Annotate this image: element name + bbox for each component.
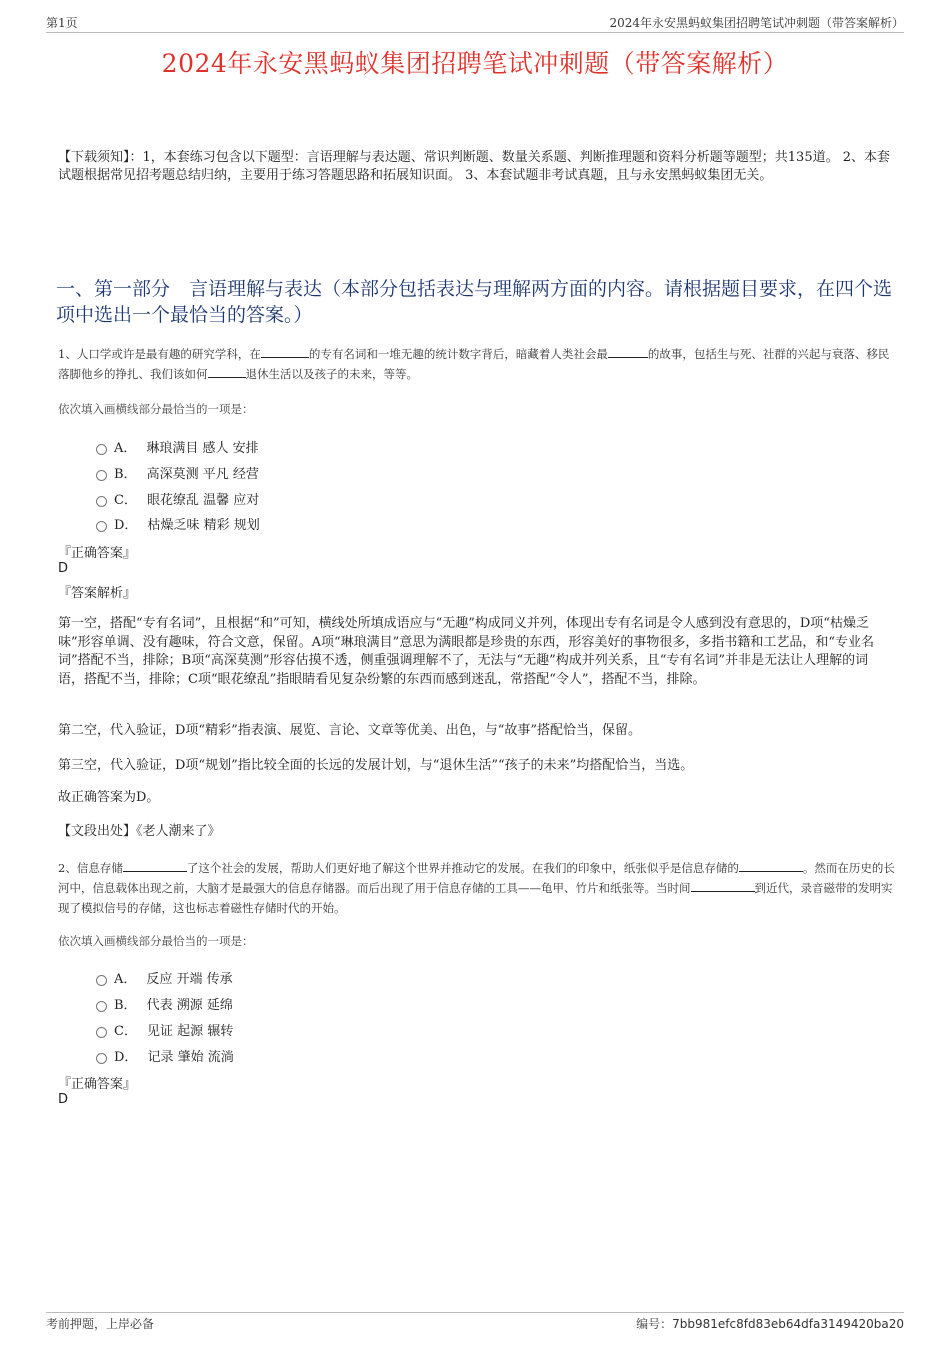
document-title: 2024年永安黑蚂蚁集团招聘笔试冲刺题（带答案解析） [161,49,789,78]
blank-1 [261,345,309,358]
question-1-text: 1、人口学或许是最有趣的研究学科，在 的专有名词和一堆无趣的统计数字背后，暗藏着人类社会最 的故事，包括生与死、社群的兴起与衰落、移民落脚他乡的挣扎、我们该如何 退休生活以及孩子的未来，等等。 [58,347,890,381]
footer-slogan: 考前押题，上岸必备 [46,1317,155,1331]
page-footer [46,1312,904,1332]
q2-answer-label: 『正确答案』 [58,1077,137,1092]
footer-code: 编号：7bb981efc8fd83eb64dfa3149420ba20 [636,1317,904,1331]
q2-option-a[interactable]: A． 反应 开端 传承 [96,968,233,986]
q2-option-c[interactable]: C． 见证 起源 辗转 [96,1020,233,1038]
q1-analysis-label: 『答案解析』 [58,586,137,601]
blank-3 [691,879,755,892]
q1-option-b[interactable]: B． 高深莫测 平凡 经营 [96,463,259,481]
radio-icon[interactable] [96,470,107,481]
q1-answer: D [58,561,69,576]
section-heading: 一、第一部分 言语理解与表达（本部分包括表达与理解两方面的内容。请根据题目要求，在四个选项中选出一个最恰当的答案。） [56,278,893,326]
page-number: 第1页 [46,16,78,30]
question-2-prompt: 依次填入画横线部分最恰当的一项是： [58,934,254,948]
blank-2 [739,859,803,872]
radio-icon[interactable] [96,1027,107,1038]
header-doc-title: 2024年永安黑蚂蚁集团招聘笔试冲刺题（带答案解析） [609,16,904,30]
download-notice: 【下载须知】：1，本套练习包含以下题型：言语理解与表达题、常识判断题、数量关系题、判断推理题和资料分析题等题型；共135道。 2、本套试题根据常见招考题总结归纳，主要用于练习答题思路和拓展知识面。 3、本套试题非考试真题，且与永安黑蚂蚁集团无关。 [58,150,890,183]
q1-option-c[interactable]: C． 眼花缭乱 温馨 应对 [96,489,259,507]
q1-analysis-paragraph: 第二空，代入验证，D项“精彩”指表演、展览、言论、文章等优美、出色，与“故事”搭配恰当，保留。 [58,723,642,738]
q1-analysis-paragraph: 故正确答案为D。 [58,790,160,805]
blank-1 [123,859,187,872]
radio-icon[interactable] [96,444,107,455]
q1-answer-label: 『正确答案』 [58,546,137,561]
q1-analysis-paragraph: 第三空，代入验证，D项“规划”指比较全面的长远的发展计划，与“退休生活”“孩子的未来”均搭配恰当，当选。 [58,758,694,773]
q1-analysis-paragraph: 第一空，搭配“专有名词”，且根据“和”可知，横线处所填成语应与“无趣”构成同义并列，体现出专有名词是令人感到没有意思的，D项“枯燥乏味”形容单调、没有趣味，符合文意，保留。A项“琳琅满目”意思为满眼都是珍贵的东西，形容美好的事物很多，多指书籍和工艺品，和“专业名词”搭配不当，排除；B项“高深莫测”形容估摸不透，侧重强调理解不了，无法与“无趣”构成并列关系，且“专有名词”并非是无法让人理解的词语，搭配不当，排除；C项“眼花缭乱”指眼睛看见复杂纷繁的东西而感到迷乱，常搭配“令人”，搭配不当，排除。 [58,616,874,687]
question-2-text: 2、信息存储 了这个社会的发展，帮助人们更好地了解这个世界并推动它的发展。在我们的印象中，纸张似乎是信息存储的 。然而在历史的长河中，信息载体出现之前，大脑才是最强大的信息存储器。而后出现了用于信息存储的工具——龟甲、竹片和纸张等。当时间 到近代，录音磁带的发明实现了模拟信号的存储，这也标志着磁性存储时代的开始。 [58,861,895,915]
q1-option-d[interactable]: D． 枯燥乏味 精彩 规划 [96,514,260,532]
radio-icon[interactable] [96,1001,107,1012]
radio-icon[interactable] [96,1053,107,1064]
blank-3 [208,365,246,378]
question-1-prompt: 依次填入画横线部分最恰当的一项是： [58,402,254,416]
q1-source: 【文段出处】《老人潮来了》 [58,824,221,839]
q1-option-a[interactable]: A． 琳琅满目 感人 安排 [96,437,259,455]
q2-option-d[interactable]: D． 记录 肇始 流淌 [96,1046,234,1064]
blank-2 [608,345,648,358]
q2-answer: D [58,1092,69,1107]
q2-option-b[interactable]: B． 代表 溯源 延绵 [96,994,233,1012]
page-header [46,14,904,33]
radio-icon[interactable] [96,975,107,986]
radio-icon[interactable] [96,496,107,507]
radio-icon[interactable] [96,521,107,532]
